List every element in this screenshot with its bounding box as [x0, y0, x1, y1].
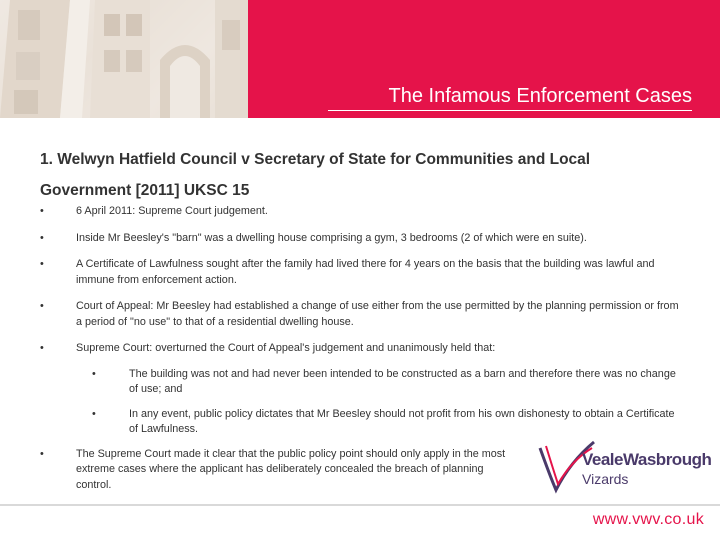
- logo-wordmark: VealeWasbrough: [582, 450, 712, 469]
- sub-list-item: [40, 367, 680, 398]
- slide-title: The Infamous Enforcement Cases: [388, 85, 692, 107]
- logo-subtitle: Vizards: [582, 471, 629, 487]
- list-item: [40, 231, 680, 247]
- bullet-icon: •: [40, 231, 44, 244]
- bullet-icon: •: [40, 205, 44, 217]
- bullet-text: Court of Appeal: Mr Beesley had established a change of use either from the use permitted by the planning permission or from a period of "no use" to that of a residential dwelling house.: [76, 300, 679, 328]
- bullet-text: A Certificate of Lawfulness sought after the family had lived there for 4 years on the basis that the building was lawful and immune from enforcement action.: [76, 258, 655, 286]
- list-item: [40, 204, 680, 220]
- bullet-text: Inside Mr Beesley's "barn" was a dwelling house comprising a gym, 3 bedrooms (2 of which were en suite).: [76, 231, 587, 244]
- bullet-text: The Supreme Court made it clear that the public policy point should only apply in the most extreme cases where the applicant has deliberately concealed the breach of planning control.: [76, 447, 506, 491]
- bullet-text: 6 April 2011: Supreme Court judgement.: [76, 205, 268, 217]
- bullet-icon: •: [40, 447, 44, 460]
- bullet-icon: •: [92, 367, 96, 380]
- list-item: [40, 447, 516, 494]
- title-banner: [248, 0, 720, 118]
- case-heading: 1. Welwyn Hatfield Council v Secretary of State for Communities and Local Government [2011] UKSC 15: [40, 151, 591, 199]
- list-item: [40, 299, 680, 330]
- list-item: [40, 257, 680, 288]
- company-logo: [536, 436, 712, 496]
- bullet-icon: •: [40, 258, 44, 270]
- bullet-icon: •: [40, 300, 44, 312]
- building-photo-graphic: [0, 0, 248, 118]
- bullet-icon: •: [40, 342, 44, 354]
- footer-divider: [0, 504, 720, 506]
- footer-website-link[interactable]: www.vwv.co.uk: [592, 511, 704, 528]
- header-photo-building: [0, 0, 248, 118]
- title-underline: [328, 110, 692, 111]
- list-item: [40, 341, 680, 357]
- sub-bullet-text: In any event, public policy dictates that Mr Beesley should not profit from his own dishonesty to obtain a Certificate of Lawfulness.: [129, 407, 675, 435]
- bullet-icon: •: [92, 407, 96, 420]
- sub-list-item: [40, 407, 680, 438]
- bullet-text: Supreme Court: overturned the Court of Appeal's judgement and unanimously held that:: [76, 342, 496, 354]
- sub-bullet-text: The building was not and had never been intended to be constructed as a barn and therefore there was no change of use; and: [129, 367, 676, 395]
